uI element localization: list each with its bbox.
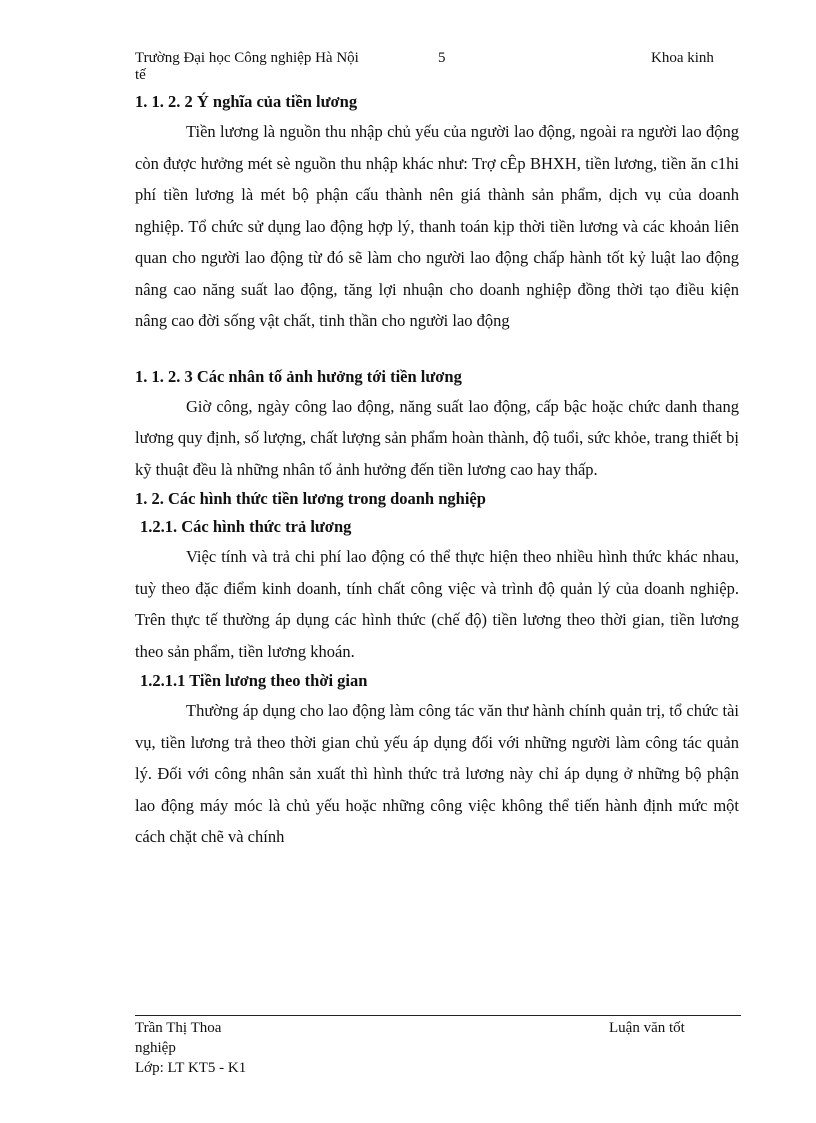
paragraph: Tiền lương là nguồn thu nhập chủ yếu của người lao động, ngoài ra người lao động còn được hưởng mét sè nguồn thu nhập khác như: Trợ cÊp BHXH, tiền lương, tiền ăn c1hi phí tiền lương là mét bộ phận cấu thành nên giá thành sản phẩm, dịch vụ của doanh nghiệp. Tổ chức sử dụng lao động hợp lý, thanh toán kịp thời tiền lương và các khoản liên quan cho người lao động từ đó sẽ làm cho người lao động chấp hành tốt kỷ luật lao động nâng cao năng suất lao động, tăng lợi nhuận cho doanh nghiệp đồng thời tạo điều kiện nâng cao đời sống vật chất, tinh thần cho người lao động — [135, 122, 739, 330]
footer-author: Trần Thị Thoa — [135, 1020, 222, 1036]
footer-divider — [135, 1015, 741, 1016]
section-heading: 1. 2. Các hình thức tiền lương trong doanh nghiệp — [135, 489, 486, 508]
subsection-heading: 1.2.1. Các hình thức trả lương — [140, 517, 352, 536]
paragraph: Giờ công, ngày công lao động, năng suất lao động, cấp bậc hoặc chức danh thang lương quy định, số lượng, chất lượng sản phẩm hoàn thành, độ tuổi, sức khỏe, trang thiết bị kỹ thuật đều là những nhân tố ảnh hưởng đến tiền lương cao hay thấp. — [135, 396, 739, 479]
footer-thesis: Luận văn tốt — [609, 1020, 685, 1036]
header-school: Trường Đại học Công nghiệp Hà Nội — [135, 50, 359, 66]
footer-class: Lớp: LT KT5 - K1 — [135, 1060, 247, 1076]
document-body — [135, 88, 739, 853]
paragraph: Thường áp dụng cho lao động làm công tác văn thư hành chính quản trị, tổ chức tài vụ, tiền lương trả theo thời gian chủ yếu áp dụng đối với những người làm công tác quản lý. Đối với công nhân sản xuất thì hình thức trả lương này chỉ áp dụng ở những bộ phận lao động máy móc là chủ yếu hoặc những công việc không thể tiến hành định mức một cách chặt chẽ và chính — [135, 701, 739, 846]
paragraph: Việc tính và trả chi phí lao động có thể thực hiện theo nhiều hình thức khác nhau, tuỳ theo đặc điểm kinh doanh, tính chất công việc và trình độ quản lý của doanh nghiệp. Trên thực tế thường áp dụng các hình thức (chế độ) tiền lương theo thời gian, tiền lương theo sản phẩm, tiền lương khoán. — [135, 547, 739, 661]
section-heading: 1. 1. 2. 2 Ý nghĩa của tiền lương — [135, 92, 358, 111]
page-number: 5 — [438, 50, 446, 66]
header-faculty: Khoa kinh — [651, 50, 714, 66]
subsection-heading: 1.2.1.1 Tiền lương theo thời gian — [140, 671, 368, 690]
footer-thesis-wrap: nghiệp — [135, 1040, 176, 1056]
header-faculty-wrap: tế — [135, 67, 146, 83]
section-heading: 1. 1. 2. 3 Các nhân tố ảnh hưởng tới tiền lương — [135, 366, 462, 386]
spacer — [135, 337, 739, 363]
